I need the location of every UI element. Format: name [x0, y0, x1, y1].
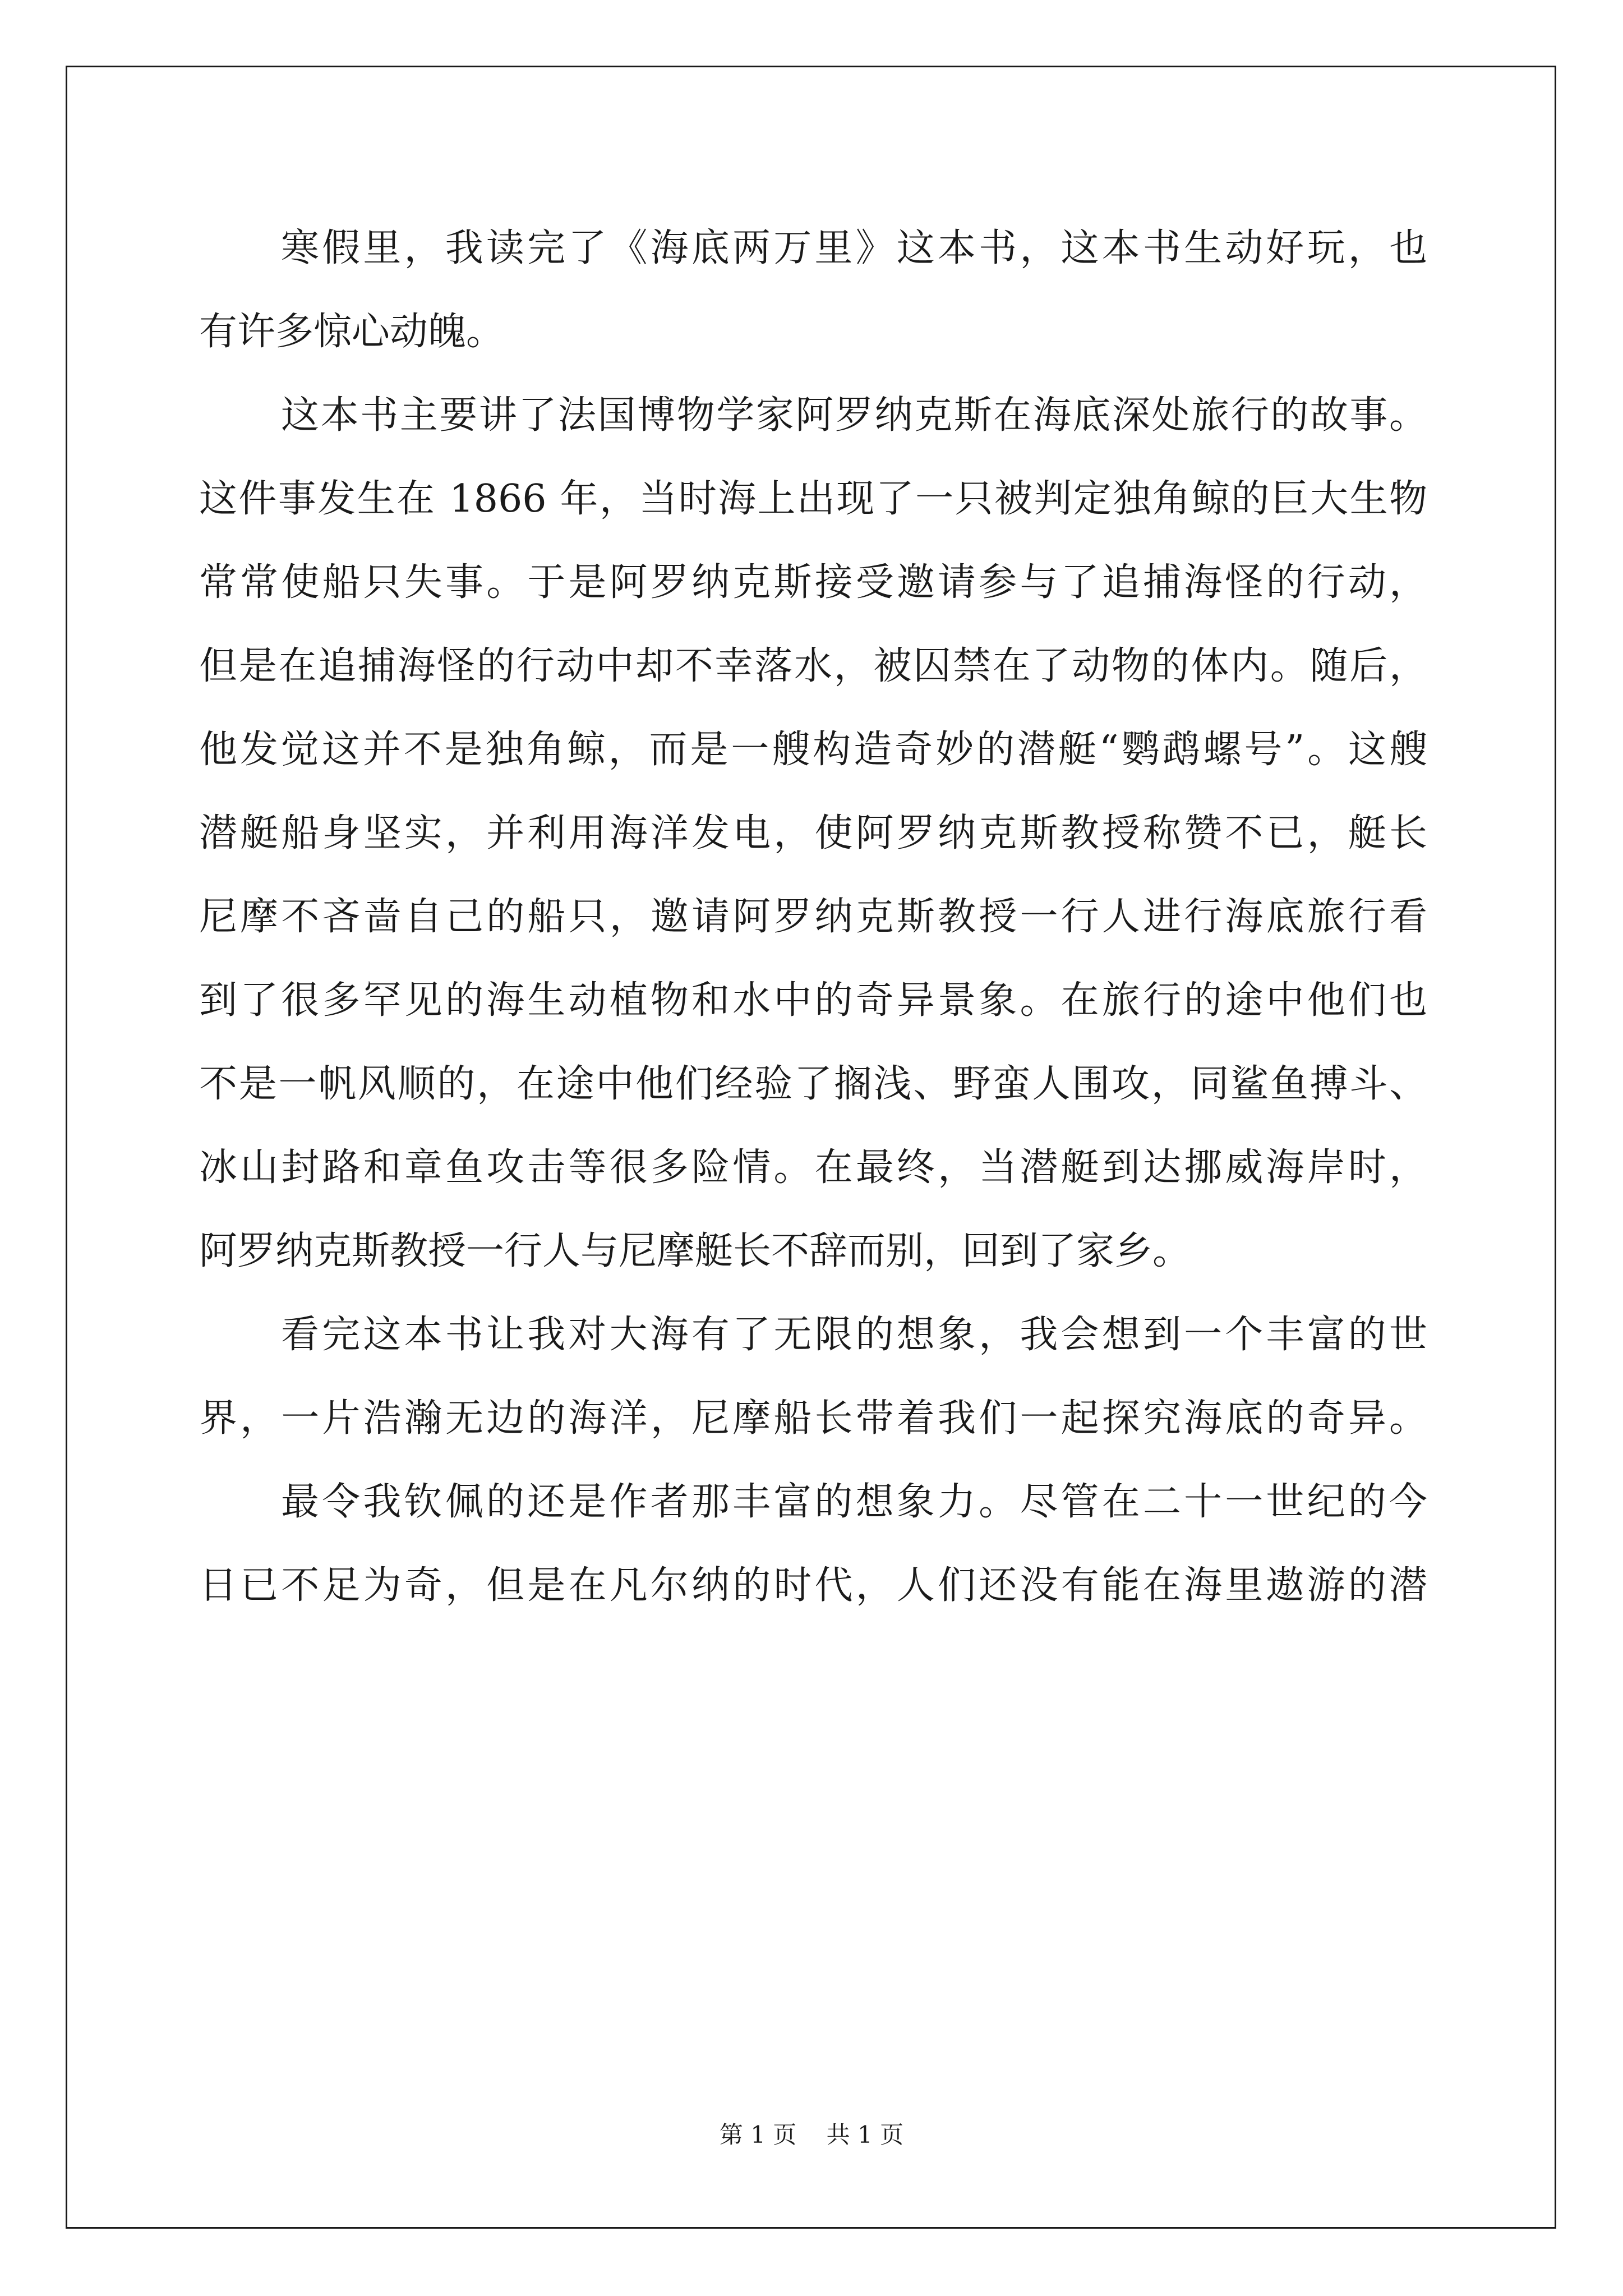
text-line: 看完这本书让我对大海有了无限的想象，我会想到一个丰富的世	[281, 1313, 1427, 1357]
text-line: 这件事发生在 1866 年，当时海上出现了一只被判定独角鲸的巨大生物	[199, 477, 1427, 521]
text-line: 不是一帆风顺的，在途中他们经验了搁浅、野蛮人围攻，同鲨鱼搏斗、	[199, 1062, 1427, 1106]
page-footer	[0, 2116, 1623, 2150]
text-line: 这本书主要讲了法国博物学家阿罗纳克斯在海底深处旅行的故事。	[281, 393, 1427, 438]
text-line: 日已不足为奇，但是在凡尔纳的时代，人们还没有能在海里遨游的潜	[199, 1563, 1427, 1608]
text-line: 常常使船只失事。于是阿罗纳克斯接受邀请参与了追捕海怪的行动，	[199, 560, 1427, 605]
text-line: 冰山封路和章鱼攻击等很多险情。在最终，当潜艇到达挪威海岸时，	[199, 1145, 1427, 1190]
text-line: 最令我钦佩的还是作者那丰富的想象力。尽管在二十一世纪的今	[281, 1480, 1427, 1524]
text-line: 寒假里，我读完了《海底两万里》这本书，这本书生动好玩，也	[281, 226, 1427, 270]
page-number: 第 1 页	[719, 2121, 797, 2148]
page-total: 共 1 页	[826, 2121, 904, 2148]
text-line: 到了很多罕见的海生动植物和水中的奇异景象。在旅行的途中他们也	[199, 978, 1427, 1023]
document-body	[199, 206, 1427, 1627]
text-line: 潜艇船身坚实，并利用海洋发电，使阿罗纳克斯教授称赞不已，艇长	[199, 811, 1427, 855]
text-line: 尼摩不吝啬自己的船只，邀请阿罗纳克斯教授一行人进行海底旅行看	[199, 895, 1427, 939]
text-line: 有许多惊心动魄。	[199, 310, 505, 354]
text-line: 他发觉这并不是独角鲸，而是一艘构造奇妙的潜艇“鹦鹉螺号”。这艘	[199, 728, 1427, 772]
text-line: 但是在追捕海怪的行动中却不幸落水，被囚禁在了动物的体内。随后，	[199, 644, 1427, 688]
text-line: 阿罗纳克斯教授一行人与尼摩艇长不辞而别，回到了家乡。	[199, 1229, 1191, 1273]
text-line: 界，一片浩瀚无边的海洋，尼摩船长带着我们一起探究海底的奇异。	[199, 1396, 1427, 1441]
